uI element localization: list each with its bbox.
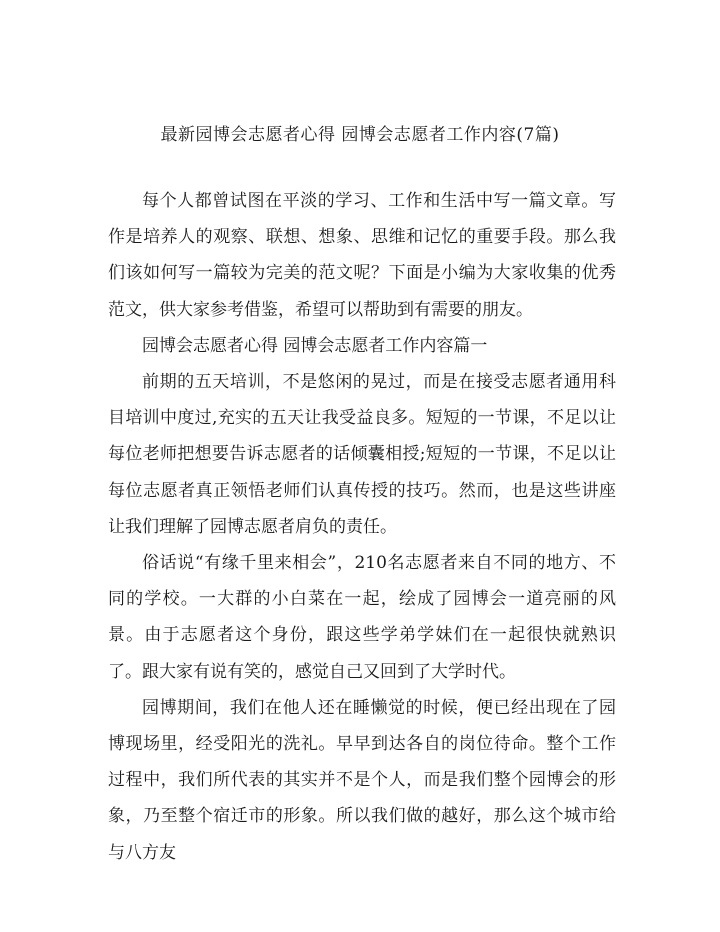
body-paragraph: 俗话说“有缘千里来相会”，210名志愿者来自不同的地方、不同的学校。一大群的小白菜在一起，绘成了园博会一道亮丽的风景。由于志愿者这个身份，跟这些学弟学妹们在一起很快就熟识了。跟大家有说有笑的，感觉自己又回到了大学时代。 — [108, 553, 616, 682]
document-body — [108, 183, 616, 871]
section-heading: 园博会志愿者心得 园博会志愿者工作内容篇一 — [142, 335, 488, 356]
intro-paragraph: 每个人都曾试图在平淡的学习、工作和生活中写一篇文章。写作是培养人的观察、联想、想象、思维和记忆的重要手段。那么我们该如何写一篇较为完美的范文呢？下面是小编为大家收集的优秀范文，供大家参考借鉴，希望可以帮助到有需要的朋友。 — [108, 191, 616, 320]
body-paragraph: 前期的五天培训，不是悠闲的晃过，而是在接受志愿者通用科目培训中度过,充实的五天让我受益良多。短短的一节课，不足以让每位老师把想要告诉志愿者的话倾囊相授;短短的一节课，不足以让每位志愿者真正领悟老师们认真传授的技巧。然而，也是这些讲座让我们理解了园博志愿者肩负的责任。 — [108, 372, 616, 537]
document-title: 最新园博会志愿者心得 园博会志愿者工作内容(7篇) — [160, 125, 560, 145]
body-paragraph: 园博期间，我们在他人还在睡懒觉的时候，便已经出现在了园博现场里，经受阳光的洗礼。早早到达各自的岗位待命。整个工作过程中，我们所代表的其实并不是个人，而是我们整个园博会的形象，乃至整个宿迁市的形象。所以我们做的越好，那么这个城市给与八方友 — [108, 697, 616, 863]
